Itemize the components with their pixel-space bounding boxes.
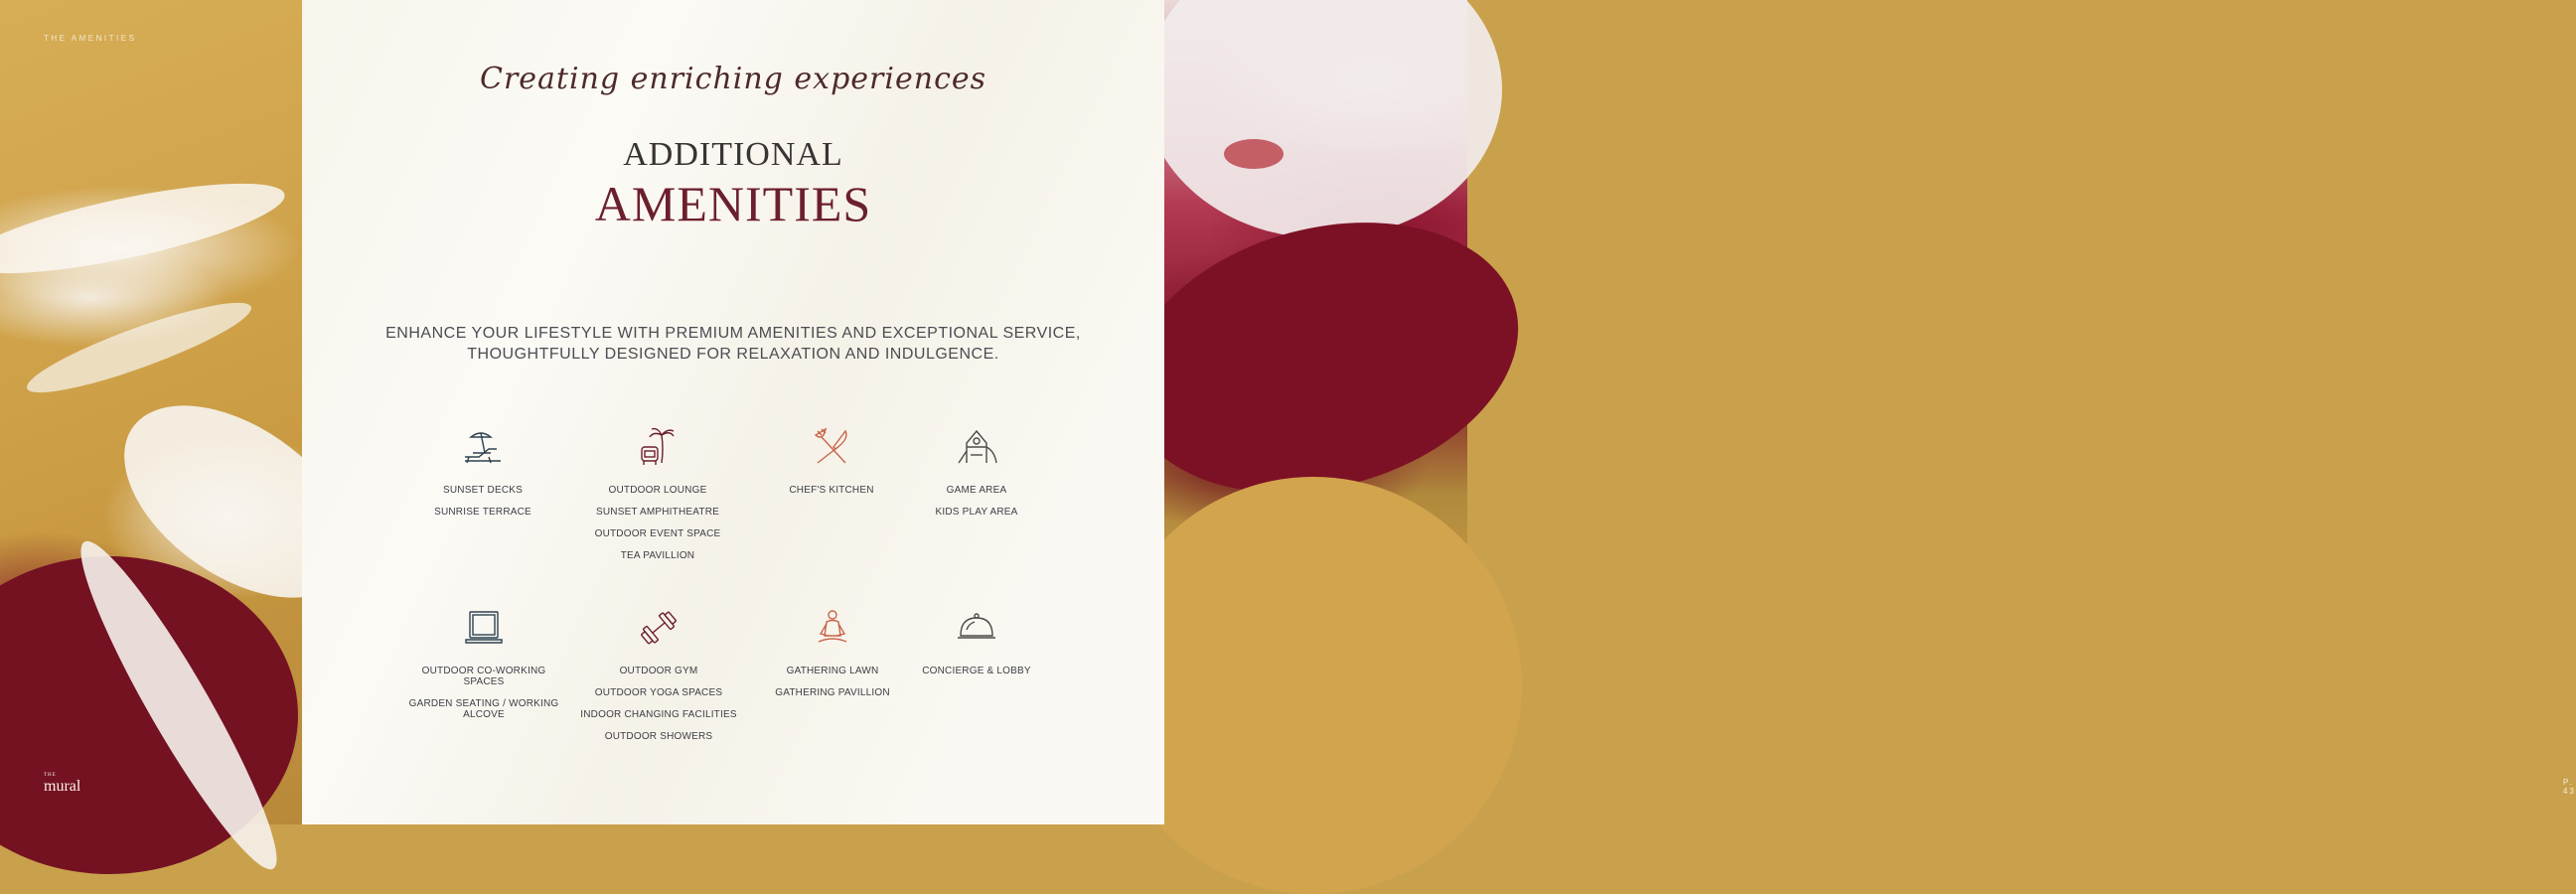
amenity-item: SUNSET AMPHITHEATRE bbox=[595, 507, 719, 518]
amenity-item: TEA PAVILLION bbox=[620, 550, 695, 561]
amenity-item: OUTDOOR SHOWERS bbox=[604, 731, 713, 742]
intro-text bbox=[302, 323, 1164, 365]
amenity-item: OUTDOOR YOGA SPACES bbox=[594, 687, 723, 698]
amenity-item: CHEF'S KITCHEN bbox=[789, 485, 874, 496]
fork-knife-icon bbox=[810, 425, 853, 469]
amenity-item: SUNRISE TERRACE bbox=[434, 507, 531, 518]
amenity-item: GATHERING LAWN bbox=[786, 666, 879, 676]
amenity-item: OUTDOOR GYM bbox=[619, 666, 698, 676]
amenity-item: SUNSET DECKS bbox=[442, 485, 523, 496]
logo-prefix: THE bbox=[44, 773, 57, 778]
left-paint-panel bbox=[0, 0, 302, 824]
amenity-outdoor-gym bbox=[579, 606, 738, 753]
amenity-outdoor-lounge bbox=[578, 425, 737, 572]
script-heading: Creating enriching experiences bbox=[479, 62, 987, 96]
playground-icon bbox=[955, 425, 998, 469]
title-line-2: AMENITIES bbox=[594, 176, 872, 231]
amenity-item: GATHERING PAVILLION bbox=[775, 687, 890, 698]
sun-lounger-icon bbox=[461, 425, 505, 469]
amenity-item: OUTDOOR LOUNGE bbox=[608, 485, 707, 496]
page-number: P. 43 bbox=[2563, 778, 2576, 796]
palm-armchair-icon bbox=[636, 425, 680, 469]
dumbbell-icon bbox=[637, 606, 681, 650]
amenity-game-area bbox=[897, 425, 1056, 528]
content-card bbox=[302, 0, 1164, 824]
logo-name: mural bbox=[44, 778, 81, 795]
intro-line-2: THOUGHTFULLY DESIGNED FOR RELAXATION AND INDULGENCE. bbox=[467, 346, 999, 363]
amenity-sunset-decks bbox=[403, 425, 562, 528]
amenity-chefs-kitchen bbox=[752, 425, 911, 507]
brand-logo bbox=[44, 773, 80, 795]
amenity-item: KIDS PLAY AREA bbox=[935, 507, 1018, 518]
right-paint-panel bbox=[1164, 0, 2576, 824]
amenity-item: GAME AREA bbox=[946, 485, 1007, 496]
amenity-co-working bbox=[404, 606, 563, 731]
laptop-icon bbox=[462, 606, 506, 650]
amenity-concierge bbox=[897, 606, 1056, 687]
title-line-1: ADDITIONAL bbox=[623, 136, 843, 173]
intro-line-1: ENHANCE YOUR LIFESTYLE WITH PREMIUM AMENITIES AND EXCEPTIONAL SERVICE, bbox=[385, 325, 1081, 342]
section-label: THE AMENITIES bbox=[44, 34, 137, 43]
amenity-item: GARDEN SEATING / WORKING ALCOVE bbox=[408, 698, 559, 720]
amenity-item: OUTDOOR CO-WORKING SPACES bbox=[421, 666, 546, 687]
amenity-item: INDOOR CHANGING FACILITIES bbox=[580, 709, 737, 720]
service-bell-icon bbox=[955, 606, 998, 650]
amenity-gathering-lawn bbox=[753, 606, 912, 709]
amenity-item: OUTDOOR EVENT SPACE bbox=[594, 528, 721, 539]
meditation-icon bbox=[811, 606, 854, 650]
amenity-item: CONCIERGE & LOBBY bbox=[922, 666, 1031, 676]
